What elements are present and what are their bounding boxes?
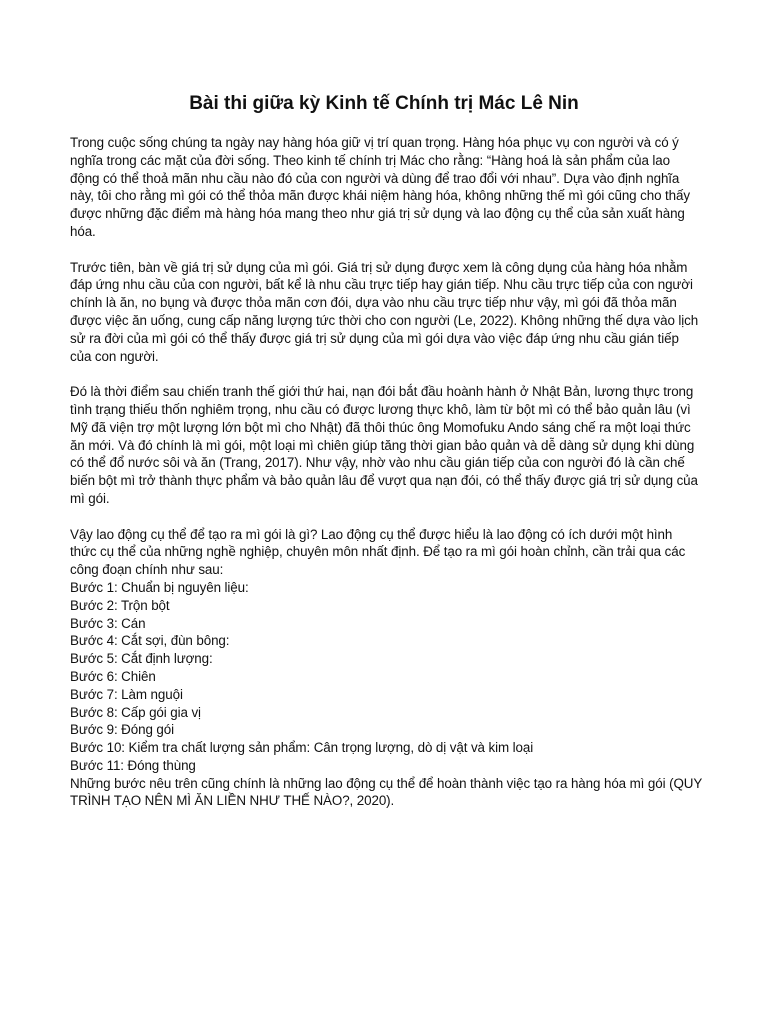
- document-body: [70, 134, 702, 810]
- document-title: Bài thi giữa kỳ Kinh tế Chính trị Mác Lê Nin: [189, 93, 579, 114]
- paragraph-use-value: Trước tiên, bàn về giá trị sử dụng của mì gói. Giá trị sử dụng được xem là công dụng của hàng hóa nhằm đáp ứng nhu cầu của con người, bất kể là nhu cầu trực tiếp hay gián tiếp. Nhu cầu trực tiếp của con người chính là ăn, no bụng và được thỏa mãn cơn đói, dựa vào nhu cầu trực tiếp như vậy, mì gói đã thỏa mãn được việc ăn uống, cung cấp năng lượng tức thời cho con người (Le, 2022). Không những thế dựa vào lịch sử ra đời của mì gói có thể thấy được giá trị sử dụng của mì gói dựa vào việc đáp ứng nhu cầu gián tiếp của con người.: [70, 259, 699, 364]
- list-item: Bước 6: Chiên: [70, 668, 156, 684]
- paragraph-intro: Trong cuộc sống chúng ta ngày nay hàng hóa giữ vị trí quan trọng. Hàng hóa phục vụ con người và có ý nghĩa trong các mặt của đời sống. Theo kinh tế chính trị Mác cho rằng: “Hàng hoá là sản phẩm của lao động có thể thoả mãn nhu cầu nào đó của con người và dùng để trao đổi với nhau”. Dựa vào định nghĩa này, tôi cho rằng mì gói có thể thỏa mãn được khái niệm hàng hóa, không những thế mì gói cũng cho thấy được những đặc điểm mà hàng hóa mang theo như giá trị sử dụng và lao động cụ thể của sản xuất hàng hóa.: [70, 135, 690, 239]
- list-item: Bước 10: Kiểm tra chất lượng sản phẩm: Cân trọng lượng, dò dị vật và kim loại: [70, 740, 534, 756]
- list-item: Bước 4: Cắt sợi, đùn bông:: [70, 633, 230, 649]
- list-item: Bước 11: Đóng thùng: [70, 757, 196, 773]
- list-item: Bước 9: Đóng gói: [70, 722, 174, 738]
- paragraph-history: Đó là thời điểm sau chiến tranh thế giới thứ hai, nạn đói bắt đầu hoành hành ở Nhật Bản, lương thực trong tình trạng thiếu thốn nghiêm trọng, nhu cầu có được lương thực khô, làm từ bột mì có thể bảo quản lâu (vì Mỹ đã viện trợ một lượng lớn bột mì cho Nhật) đã thôi thúc ông Momofuku Ando sáng chế ra một loại thức ăn mới. Và đó chính là mì gói, một loại mì chiên giúp tăng thời gian bảo quản và dễ dàng sử dụng khi dùng có thể đổ nước sôi và ăn (Trang, 2017). Như vậy, nhờ vào nhu cầu gián tiếp của con người đó là cần chế biến bột mì trở thành thực phẩm và bảo quản lâu để vượt qua nạn đói, có thể thấy được giá trị sử dụng của mì gói.: [70, 384, 698, 506]
- list-item: Bước 7: Làm nguội: [70, 686, 183, 702]
- list-item: Bước 5: Cắt định lượng:: [70, 651, 213, 667]
- list-item: Bước 8: Cấp gói gia vị: [70, 704, 201, 720]
- list-item: Bước 2: Trộn bột: [70, 597, 170, 613]
- steps-list: [70, 579, 702, 775]
- paragraph-conclusion: Những bước nêu trên cũng chính là những lao động cụ thể để hoàn thành việc tạo ra hàng hóa mì gói (QUY TRÌNH TẠO NÊN MÌ ĂN LIỀN NHƯ THẾ NÀO?, 2020).: [70, 775, 702, 809]
- paragraph-steps-intro: Vậy lao động cụ thể để tạo ra mì gói là gì? Lao động cụ thể được hiểu là lao động có ích dưới một hình thức cụ thể của những nghề nghiệp, chuyên môn nhất định. Để tạo ra mì gói hoàn chỉnh, cần trải qua các công đoạn chính như sau:: [70, 526, 686, 578]
- list-item: Bước 1: Chuẩn bị nguyên liệu:: [70, 579, 249, 595]
- list-item: Bước 3: Cán: [70, 615, 146, 631]
